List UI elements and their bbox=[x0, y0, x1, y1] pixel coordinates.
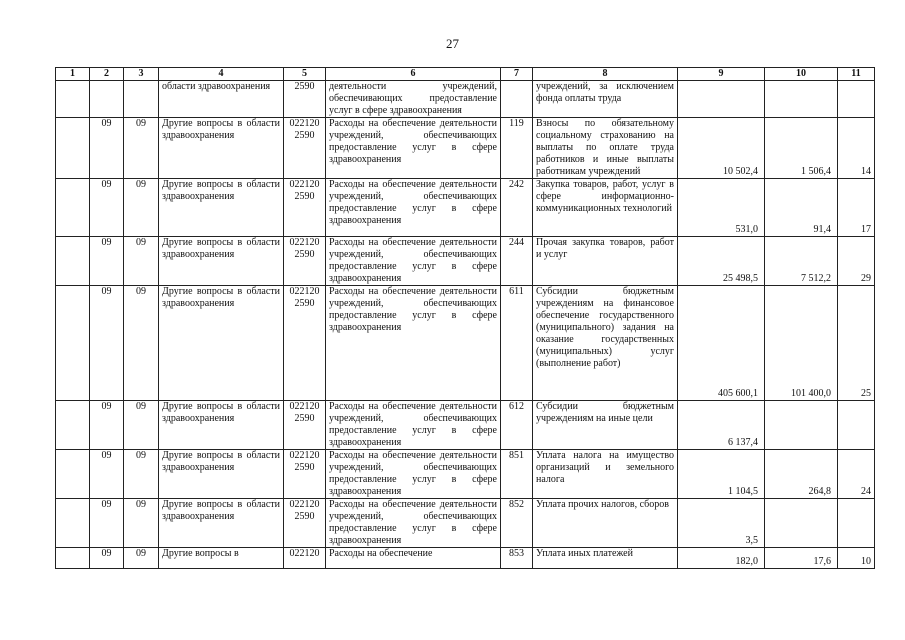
cell-expense-code: 242 bbox=[501, 179, 533, 237]
cell-section: 09 bbox=[90, 118, 124, 179]
cell-expense-code: 851 bbox=[501, 450, 533, 499]
table-row bbox=[56, 118, 875, 179]
cell-percent: 17 bbox=[838, 179, 875, 237]
table-row bbox=[56, 286, 875, 401]
cell-target-code: 022120 2590 bbox=[284, 450, 326, 499]
cell-subsection: 09 bbox=[124, 401, 159, 450]
cell-target-name: Расходы на обеспечение деятельности учреждений, обеспечивающих предоставление услуг в сфере здравоохранения bbox=[326, 179, 501, 237]
cell-amount-fact bbox=[765, 81, 838, 118]
cell-section: 09 bbox=[90, 401, 124, 450]
cell-col1 bbox=[56, 499, 90, 548]
cell-section-name: Другие вопросы в области здравоохранения bbox=[159, 179, 284, 237]
cell-target-code: 022120 2590 bbox=[284, 499, 326, 548]
cell-expense-name: Взносы по обязательному социальному страхованию на выплаты по оплате труда работников и иные выплаты работникам учреждений bbox=[533, 118, 678, 179]
cell-subsection: 09 bbox=[124, 179, 159, 237]
cell-amount-fact: 17,6 bbox=[765, 548, 838, 569]
table-row bbox=[56, 401, 875, 450]
cell-col1 bbox=[56, 237, 90, 286]
cell-target-code: 022120 2590 bbox=[284, 237, 326, 286]
cell-expense-code: 611 bbox=[501, 286, 533, 401]
cell-target-code: 022120 2590 bbox=[284, 286, 326, 401]
col-header: 6 bbox=[326, 68, 501, 81]
cell-section bbox=[90, 81, 124, 118]
cell-amount-plan: 405 600,1 bbox=[678, 286, 765, 401]
cell-amount-fact: 1 506,4 bbox=[765, 118, 838, 179]
cell-col1 bbox=[56, 81, 90, 118]
cell-target-name: Расходы на обеспечение деятельности учреждений, обеспечивающих предоставление услуг в сфере здравоохранения bbox=[326, 499, 501, 548]
cell-col1 bbox=[56, 286, 90, 401]
cell-section: 09 bbox=[90, 450, 124, 499]
cell-expense-name: Уплата прочих налогов, сборов bbox=[533, 499, 678, 548]
cell-col1 bbox=[56, 548, 90, 569]
cell-target-code: 022120 bbox=[284, 548, 326, 569]
cell-amount-plan: 6 137,4 bbox=[678, 401, 765, 450]
cell-expense-code: 852 bbox=[501, 499, 533, 548]
cell-percent: 14 bbox=[838, 118, 875, 179]
cell-expense-code: 853 bbox=[501, 548, 533, 569]
cell-subsection: 09 bbox=[124, 548, 159, 569]
cell-subsection: 09 bbox=[124, 499, 159, 548]
cell-amount-fact bbox=[765, 401, 838, 450]
cell-amount-fact: 101 400,0 bbox=[765, 286, 838, 401]
table-row bbox=[56, 548, 875, 569]
col-header: 1 bbox=[56, 68, 90, 81]
table-row bbox=[56, 81, 875, 118]
cell-expense-code: 244 bbox=[501, 237, 533, 286]
cell-section-name: Другие вопросы в области здравоохранения bbox=[159, 237, 284, 286]
cell-percent: 24 bbox=[838, 450, 875, 499]
col-header: 7 bbox=[501, 68, 533, 81]
page-number: 27 bbox=[446, 36, 459, 51]
col-header: 9 bbox=[678, 68, 765, 81]
table-row bbox=[56, 179, 875, 237]
cell-amount-fact: 264,8 bbox=[765, 450, 838, 499]
cell-expense-code: 119 bbox=[501, 118, 533, 179]
col-header: 10 bbox=[765, 68, 838, 81]
cell-col1 bbox=[56, 118, 90, 179]
budget-table bbox=[55, 67, 875, 569]
cell-amount-fact: 91,4 bbox=[765, 179, 838, 237]
cell-expense-name: Закупка товаров, работ, услуг в сфере информационно-коммуникационных технологий bbox=[533, 179, 678, 237]
cell-expense-name: Уплата налога на имущество организаций и земельного налога bbox=[533, 450, 678, 499]
cell-amount-plan: 182,0 bbox=[678, 548, 765, 569]
cell-section: 09 bbox=[90, 286, 124, 401]
cell-target-code: 022120 2590 bbox=[284, 118, 326, 179]
table-row bbox=[56, 237, 875, 286]
cell-amount-fact: 7 512,2 bbox=[765, 237, 838, 286]
cell-target-name: Расходы на обеспечение деятельности учреждений, обеспечивающих предоставление услуг в сфере здравоохранения bbox=[326, 450, 501, 499]
cell-section-name: Другие вопросы в области здравоохранения bbox=[159, 450, 284, 499]
cell-subsection: 09 bbox=[124, 118, 159, 179]
cell-subsection bbox=[124, 81, 159, 118]
cell-subsection: 09 bbox=[124, 450, 159, 499]
cell-expense-name: учреждений, за исключением фонда оплаты труда bbox=[533, 81, 678, 118]
cell-percent bbox=[838, 81, 875, 118]
cell-section-name: Другие вопросы в области здравоохранения bbox=[159, 286, 284, 401]
col-header: 8 bbox=[533, 68, 678, 81]
cell-amount-fact bbox=[765, 499, 838, 548]
cell-section: 09 bbox=[90, 548, 124, 569]
cell-target-name: Расходы на обеспечение деятельности учреждений, обеспечивающих предоставление услуг в сфере здравоохранения bbox=[326, 401, 501, 450]
cell-target-code: 022120 2590 bbox=[284, 179, 326, 237]
cell-expense-code: 612 bbox=[501, 401, 533, 450]
cell-col1 bbox=[56, 401, 90, 450]
cell-subsection: 09 bbox=[124, 237, 159, 286]
cell-subsection: 09 bbox=[124, 286, 159, 401]
cell-expense-name: Субсидии бюджетным учреждениям на иные цели bbox=[533, 401, 678, 450]
cell-section-name: области здравоохранения bbox=[159, 81, 284, 118]
cell-section-name: Другие вопросы в области здравоохранения bbox=[159, 118, 284, 179]
cell-section: 09 bbox=[90, 179, 124, 237]
col-header: 3 bbox=[124, 68, 159, 81]
cell-section-name: Другие вопросы в bbox=[159, 548, 284, 569]
table-row bbox=[56, 450, 875, 499]
cell-percent bbox=[838, 499, 875, 548]
cell-amount-plan: 3,5 bbox=[678, 499, 765, 548]
cell-section: 09 bbox=[90, 237, 124, 286]
cell-target-code: 022120 2590 bbox=[284, 401, 326, 450]
cell-target-name: Расходы на обеспечение bbox=[326, 548, 501, 569]
cell-amount-plan: 25 498,5 bbox=[678, 237, 765, 286]
cell-percent: 29 bbox=[838, 237, 875, 286]
cell-expense-code bbox=[501, 81, 533, 118]
header-row bbox=[56, 68, 875, 81]
cell-expense-name: Субсидии бюджетным учреждениям на финансовое обеспечение государственного (муниципального) задания на оказание государственных (муниципальных) услуг (выполнение работ) bbox=[533, 286, 678, 401]
cell-percent bbox=[838, 401, 875, 450]
cell-col1 bbox=[56, 450, 90, 499]
cell-percent: 25 bbox=[838, 286, 875, 401]
cell-percent: 10 bbox=[838, 548, 875, 569]
cell-amount-plan bbox=[678, 81, 765, 118]
cell-target-name: Расходы на обеспечение деятельности учреждений, обеспечивающих предоставление услуг в сфере здравоохранения bbox=[326, 118, 501, 179]
cell-amount-plan: 1 104,5 bbox=[678, 450, 765, 499]
cell-section-name: Другие вопросы в области здравоохранения bbox=[159, 401, 284, 450]
cell-col1 bbox=[56, 179, 90, 237]
col-header: 2 bbox=[90, 68, 124, 81]
col-header: 4 bbox=[159, 68, 284, 81]
cell-amount-plan: 10 502,4 bbox=[678, 118, 765, 179]
col-header: 5 bbox=[284, 68, 326, 81]
cell-target-code: 2590 bbox=[284, 81, 326, 118]
col-header: 11 bbox=[838, 68, 875, 81]
cell-expense-name: Уплата иных платежей bbox=[533, 548, 678, 569]
cell-target-name: Расходы на обеспечение деятельности учреждений, обеспечивающих предоставление услуг в сфере здравоохранения bbox=[326, 237, 501, 286]
table-row bbox=[56, 499, 875, 548]
cell-amount-plan: 531,0 bbox=[678, 179, 765, 237]
cell-target-name: деятельности учреждений, обеспечивающих предоставление услуг в сфере здравоохранения bbox=[326, 81, 501, 118]
cell-section: 09 bbox=[90, 499, 124, 548]
cell-target-name: Расходы на обеспечение деятельности учреждений, обеспечивающих предоставление услуг в сфере здравоохранения bbox=[326, 286, 501, 401]
cell-section-name: Другие вопросы в области здравоохранения bbox=[159, 499, 284, 548]
cell-expense-name: Прочая закупка товаров, работ и услуг bbox=[533, 237, 678, 286]
